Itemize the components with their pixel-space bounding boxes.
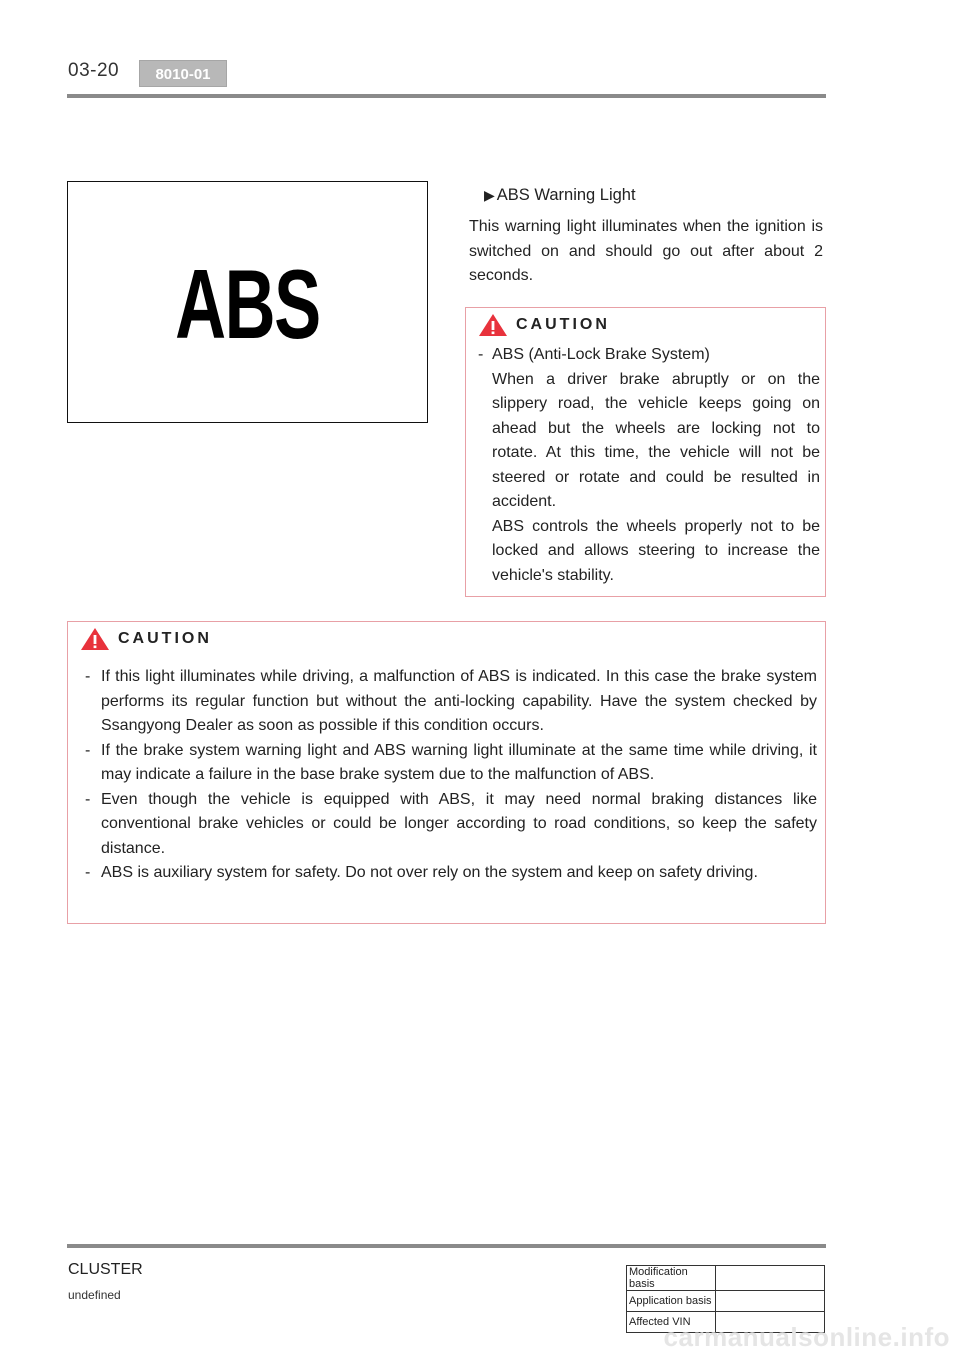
page-number: 03-20 <box>68 60 120 81</box>
section-code-badge: 8010-01 <box>139 60 227 87</box>
table-row <box>627 1266 825 1291</box>
table-cell-label: Affected VIN <box>627 1312 716 1333</box>
warning-triangle-icon <box>80 627 110 651</box>
list-dash: - <box>85 741 91 759</box>
list-item-text: Even though the vehicle is equipped with ABS, it may need normal braking distances like conventional brake vehicles or could be longer according to road conditions, so keep the safety distance. <box>101 790 817 857</box>
warning-triangle-icon <box>478 313 508 337</box>
caution-title: CAUTION <box>516 316 610 333</box>
abs-figure-label: ABS <box>175 248 320 359</box>
caution-side-item-title: ABS (Anti-Lock Brake System) <box>492 346 710 363</box>
list-dash: - <box>478 346 484 363</box>
list-dash: - <box>85 668 91 685</box>
table-cell-value <box>716 1266 825 1291</box>
caution-side-item <box>478 343 820 588</box>
list-item <box>85 739 817 788</box>
caution-side-item-para2: ABS controls the wheels properly not to be locked and allows steering to increase the vehicle's stability. <box>492 517 820 584</box>
list-item-text: If the brake system warning light and ABS warning light illuminate at the same time while driving, it may indicate a failure in the base brake system due to the malfunction of ABS. <box>101 741 817 783</box>
section-heading-text: ABS Warning Light <box>496 186 636 204</box>
watermark: carmanualsonline.info <box>663 1322 950 1352</box>
list-dash: - <box>85 790 91 808</box>
header-divider <box>67 94 826 98</box>
footer-chapter-title: CLUSTER <box>68 1261 143 1278</box>
table-cell-value <box>716 1291 825 1312</box>
list-item <box>85 665 817 739</box>
table-cell-label: Application basis <box>627 1291 716 1312</box>
caution-header-main <box>80 627 212 651</box>
abs-warning-light-figure <box>67 181 428 423</box>
list-item <box>85 861 817 886</box>
list-item <box>85 788 817 862</box>
list-dash: - <box>85 864 91 881</box>
intro-paragraph: This warning light illuminates when the ignition is switched on and should go out after about 2 seconds. <box>469 218 823 284</box>
caution-main-list <box>85 665 817 886</box>
list-item-text: If this light illuminates while driving, a malfunction of ABS is indicated. In this case the brake system performs its regular function but without the anti-locking capability. Have the system checked by Ssangyong Dealer as soon as possible if this condition occurs. <box>101 668 817 734</box>
caution-header-side <box>478 313 610 337</box>
table-row <box>627 1291 825 1312</box>
list-item-text: ABS is auxiliary system for safety. Do not over rely on the system and keep on safety driving. <box>101 864 758 881</box>
caution-title: CAUTION <box>118 630 212 647</box>
triangle-right-icon: ▶ <box>484 187 495 203</box>
footer-subtitle: undefined <box>68 1288 121 1302</box>
caution-side-item-para1: When a driver brake abruptly or on the slippery road, the vehicle keeps going on ahead but the wheels are locking not to rotate. At this time, the vehicle will not be steered or rotate and could be resulted in accident. <box>492 370 820 510</box>
footer-divider <box>67 1244 826 1248</box>
table-cell-label: Modification basis <box>627 1266 716 1291</box>
section-heading <box>484 186 636 205</box>
